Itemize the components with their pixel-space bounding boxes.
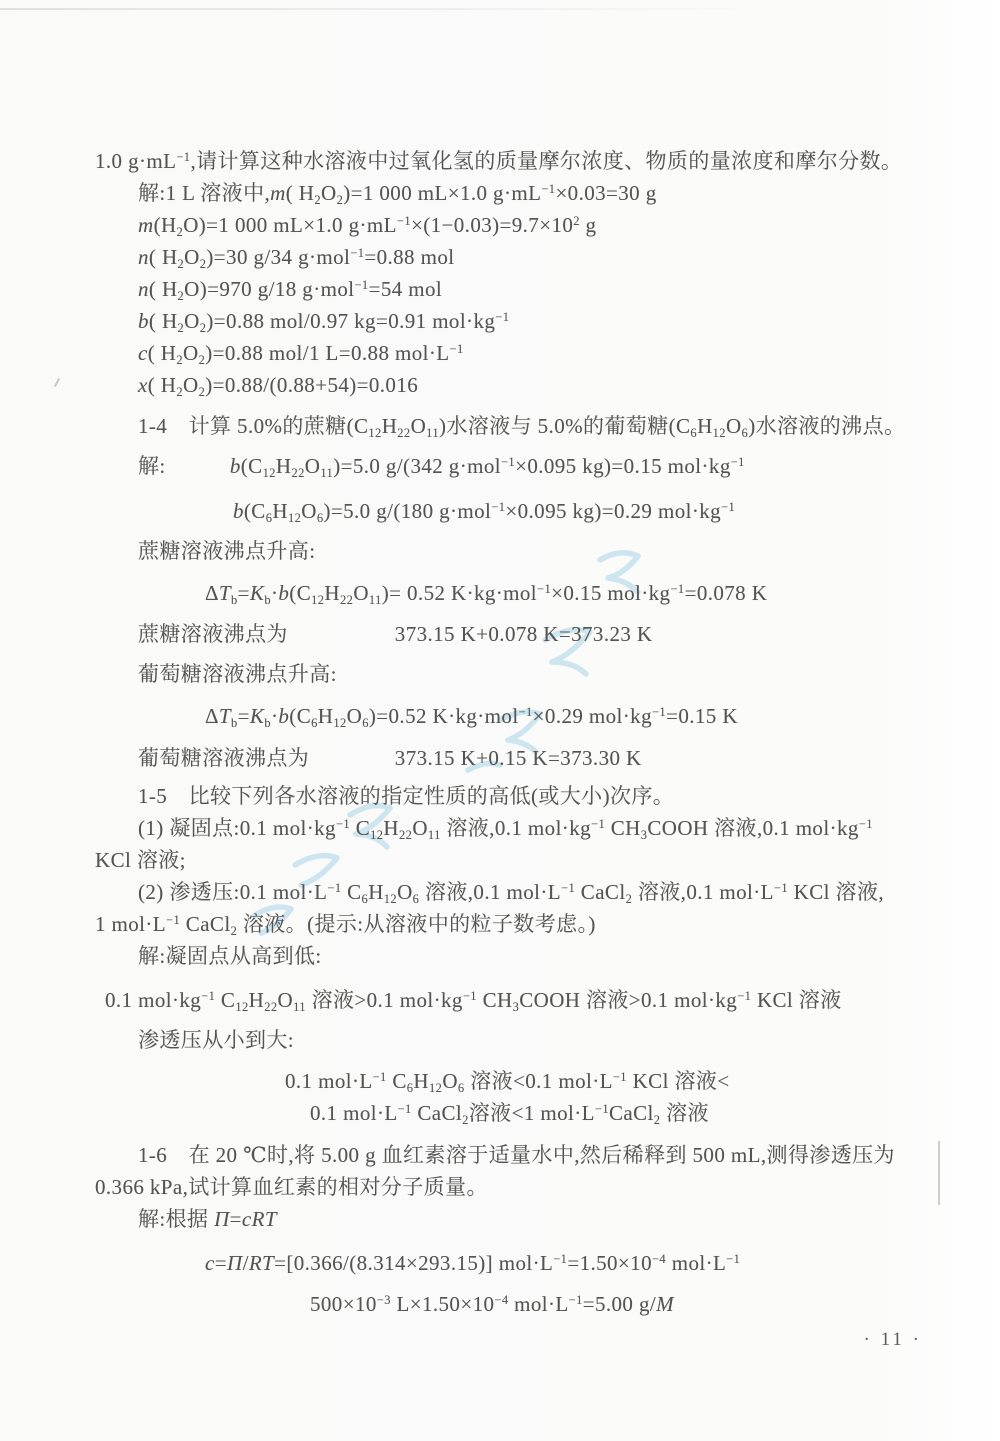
document-line: $500\times 10^{-3}$ $L\times 1.50\times 10^{-4}$ $mol\cdot L^{-1}=5.00$ g/M <box>310 1292 675 1316</box>
document-line: 解: $b(C_{12}H_{22}O_{11})=5.0$ g/(342 g·mol$^{-1}$×0.095 kg)=0.15 $mol\cdot kg^{-1}$ <box>138 454 745 480</box>
document-line: $m(H_2O)=1$ 000 mL×1.0 $g\cdot mL^{-1}\times(1-0.03)=9.7\times 10^2$ g <box>138 213 597 239</box>
document-line: $\Delta T_b=K_b\cdot b(C_{12}H_{22}O_{11})= 0.52$ K·kg·mol$^{-1}$×0.15 $mol\cdot kg^{-1}=0.078$ K <box>205 581 768 607</box>
document-line: (2) 渗透压:0.1 $mol\cdot L^{-1}$ $C_6H_{12}O_6$ 溶液,0.1 $mol\cdot L^{-1}$ CaCl$_2$ 溶液,0.1 $mol\cdot L^{-1}$ KCl 溶液, <box>138 880 884 906</box>
document-line: 0.366 kPa,试计算血红素的相对分子质量。 <box>95 1175 488 1199</box>
scan-edge-artifact-top <box>0 8 792 10</box>
document-line: 葡萄糖溶液沸点升高: <box>138 662 337 686</box>
document-line: (1) 凝固点:0.1 $mol\cdot kg^{-1}$ $C_{12}H_{22}O_{11}$ 溶液,0.1 $mol\cdot kg^{-1}$ $CH_3COOH$ 溶液,0.1 $mol\cdot kg^{-1}$ <box>138 816 873 842</box>
document-line: 蔗糖溶液沸点为 373.15 K+0.078 K=373.23 K <box>138 622 653 646</box>
document-line: b( $H_2O_2)=0.88$ mol/0.97 kg=0.91 $mol\cdot kg^{-1}$ <box>138 309 510 335</box>
document-line: 0.1 $mol\cdot kg^{-1}$ $C_{12}H_{22}O_{11}$ 溶液>0.1 $mol\cdot kg^{-1}$ $CH_3COOH$ 溶液>0.1 $mol\cdot kg^{-1}$ KCl 溶液 <box>105 988 842 1014</box>
document-line: $b(C_6H_{12}O_6)=5.0$ g/(180 g·mol$^{-1}$×0.095 kg)=0.29 $mol\cdot kg^{-1}$ <box>233 499 736 525</box>
document-line: 1-4 计算 5.0%的蔗糖$(C_{12}H_{22}O_{11})$水溶液与 5.0%的葡萄糖$(C_6H_{12}O_6)$水溶液的沸点。 <box>138 414 906 440</box>
document-line: n( $H_2O)=970$ g/18 g·mol$^{-1}$=54 mol <box>138 277 443 303</box>
document-line: 1 $mol\cdot L^{-1}$ CaCl$_2$ 溶液。(提示:从溶液中的粒子数考虑。) <box>95 912 596 938</box>
document-line: 解:凝固点从高到低: <box>138 944 322 968</box>
document-line: 1.0 $g\cdot mL^{-1}$,请计算这种水溶液中过氧化氢的质量摩尔浓度、物质的量浓度和摩尔分数。 <box>95 149 903 173</box>
document-line: c( $H_2O_2)=0.88$ mol/1 L=0.88 $mol\cdot L^{-1}$ <box>138 341 464 367</box>
document-line: x( $H_2O_2)=0.88/(0.88+54)=0.016$ <box>138 373 419 399</box>
document-line: n( $H_2O_2)=30$ g/34 g·mol$^{-1}$=0.88 mol <box>138 245 455 271</box>
document-line: 解:1 L 溶液中,m( $H_2O_2)=1$ 000 mL×1.0 $g\cdot mL^{-1}\times 0.03=30$ g <box>138 181 657 207</box>
document-line: 0.1 $mol\cdot L^{-1}$ $C_6H_{12}O_6$ 溶液<0.1 $mol\cdot L^{-1}$ KCl 溶液< <box>285 1069 730 1095</box>
document-line: 1-5 比较下列各水溶液的指定性质的高低(或大小)次序。 <box>138 784 675 808</box>
document-line: 1-6 在 20 ℃时,将 5.00 g 血红素溶于适量水中,然后稀释到 500 mL,测得渗透压为 <box>138 1143 895 1167</box>
document-line: c=Π/RT=[0.366/(8.314×293.15)] $mol\cdot L^{-1}=1.50\times 10^{-4}$ $mol\cdot L^{-1}$ <box>205 1251 741 1275</box>
document-line: 蔗糖溶液沸点升高: <box>138 539 316 563</box>
document-line: KCl 溶液; <box>95 848 186 872</box>
document-line: 葡萄糖溶液沸点为 373.15 K+0.15 K=373.30 K <box>138 746 642 770</box>
document-line: $\Delta T_b=K_b\cdot b(C_6H_{12}O_6)=0.52$ K·kg·mol$^{-1}$×0.29 $mol\cdot kg^{-1}=0.15$ K <box>205 704 738 730</box>
document-line: 渗透压从小到大: <box>138 1028 295 1052</box>
document-line: 0.1 $mol\cdot L^{-1}$ CaCl$_2$溶液<1 $mol\cdot L^{-1}CaCl_2$ 溶液 <box>310 1101 709 1127</box>
page-number: · 11 · <box>863 1329 922 1350</box>
document-line: 解:根据 Π=cRT <box>138 1207 277 1231</box>
document-content <box>95 145 960 1320</box>
scan-speck-artifact <box>54 378 60 387</box>
